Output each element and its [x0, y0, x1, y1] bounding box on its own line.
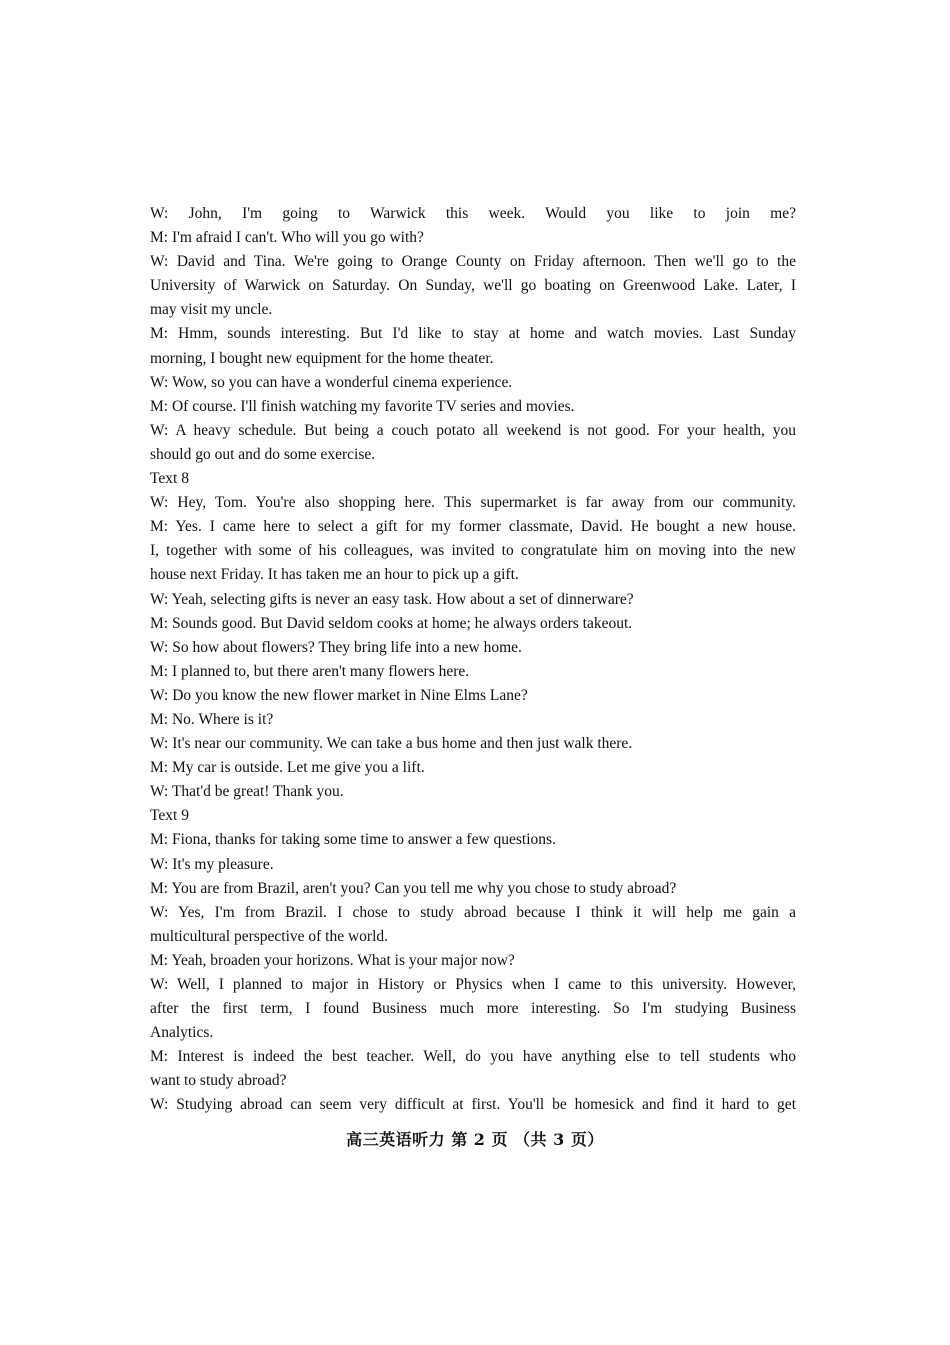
- transcript-line: Analytics.: [150, 1024, 214, 1042]
- transcript-line: M: Yeah, broaden your horizons. What is your major now?: [150, 951, 515, 969]
- transcript-line: house next Friday. It has taken me an hour to pick up a gift.: [150, 566, 519, 584]
- transcript-line: M: Of course. I'll finish watching my favorite TV series and movies.: [150, 397, 575, 415]
- transcript-line: W: Yeah, selecting gifts is never an easy task. How about a set of dinnerware?: [150, 590, 634, 608]
- transcript-line: W: A heavy schedule. But being a couch potato all weekend is not good. For your health, you: [150, 421, 796, 439]
- page-footer: 高三英语听力 第 2 页 （共 3 页）: [346, 1130, 604, 1149]
- transcript-line: W: Studying abroad can seem very difficult at first. You'll be homesick and find it hard to get: [150, 1096, 796, 1114]
- transcript-line: should go out and do some exercise.: [150, 445, 376, 463]
- transcript-line: W: John, I'm going to Warwick this week. Would you like to join me?: [150, 205, 796, 222]
- transcript-line: W: David and Tina. We're going to Orange County on Friday afternoon. Then we'll go to the: [150, 253, 796, 271]
- transcript-line: after the first term, I found Business much more interesting. So I'm studying Business: [150, 1000, 796, 1018]
- transcript-line: W: That'd be great! Thank you.: [150, 783, 344, 801]
- transcript-body: [150, 202, 796, 1118]
- transcript-line: M: I planned to, but there aren't many flowers here.: [150, 662, 470, 680]
- transcript-line: W: Do you know the new flower market in Nine Elms Lane?: [150, 686, 528, 704]
- transcript-line: M: Interest is indeed the best teacher. Well, do you have anything else to tell students who: [150, 1048, 796, 1066]
- transcript-line: W: Wow, so you can have a wonderful cinema experience.: [150, 373, 513, 391]
- transcript-line: M: Fiona, thanks for taking some time to answer a few questions.: [150, 831, 556, 849]
- transcript-line: want to study abroad?: [150, 1072, 287, 1090]
- transcript-line: M: You are from Brazil, aren't you? Can you tell me why you chose to study abroad?: [150, 879, 677, 897]
- section-heading-text-8: Text 8: [150, 470, 189, 488]
- transcript-line: M: Sounds good. But David seldom cooks at home; he always orders takeout.: [150, 614, 633, 632]
- transcript-line: W: So how about flowers? They bring life into a new home.: [150, 638, 522, 656]
- transcript-line: W: It's near our community. We can take a bus home and then just walk there.: [150, 735, 633, 753]
- transcript-line: may visit my uncle.: [150, 301, 273, 319]
- transcript-line: W: Hey, Tom. You're also shopping here. This supermarket is far away from our community.: [150, 494, 796, 512]
- transcript-line: M: No. Where is it?: [150, 710, 274, 728]
- section-heading-text-9: Text 9: [150, 807, 189, 825]
- transcript-line: University of Warwick on Saturday. On Sunday, we'll go boating on Greenwood Lake. Later, I: [150, 277, 796, 295]
- transcript-line: multicultural perspective of the world.: [150, 927, 389, 945]
- transcript-line: M: Yes. I came here to select a gift for my former classmate, David. He bought a new house.: [150, 518, 796, 536]
- transcript-line: W: Well, I planned to major in History or Physics when I came to this university. However,: [150, 976, 796, 993]
- transcript-line: M: I'm afraid I can't. Who will you go with?: [150, 229, 424, 247]
- transcript-line: morning, I bought new equipment for the home theater.: [150, 349, 494, 367]
- transcript-line: M: My car is outside. Let me give you a lift.: [150, 759, 425, 777]
- transcript-line: W: It's my pleasure.: [150, 855, 274, 873]
- transcript-line: I, together with some of his colleagues, was invited to congratulate him on moving into the new: [150, 542, 796, 560]
- transcript-line: M: Hmm, sounds interesting. But I'd like to stay at home and watch movies. Last Sunday: [150, 325, 796, 343]
- transcript-line: W: Yes, I'm from Brazil. I chose to study abroad because I think it will help me gain a: [150, 903, 796, 921]
